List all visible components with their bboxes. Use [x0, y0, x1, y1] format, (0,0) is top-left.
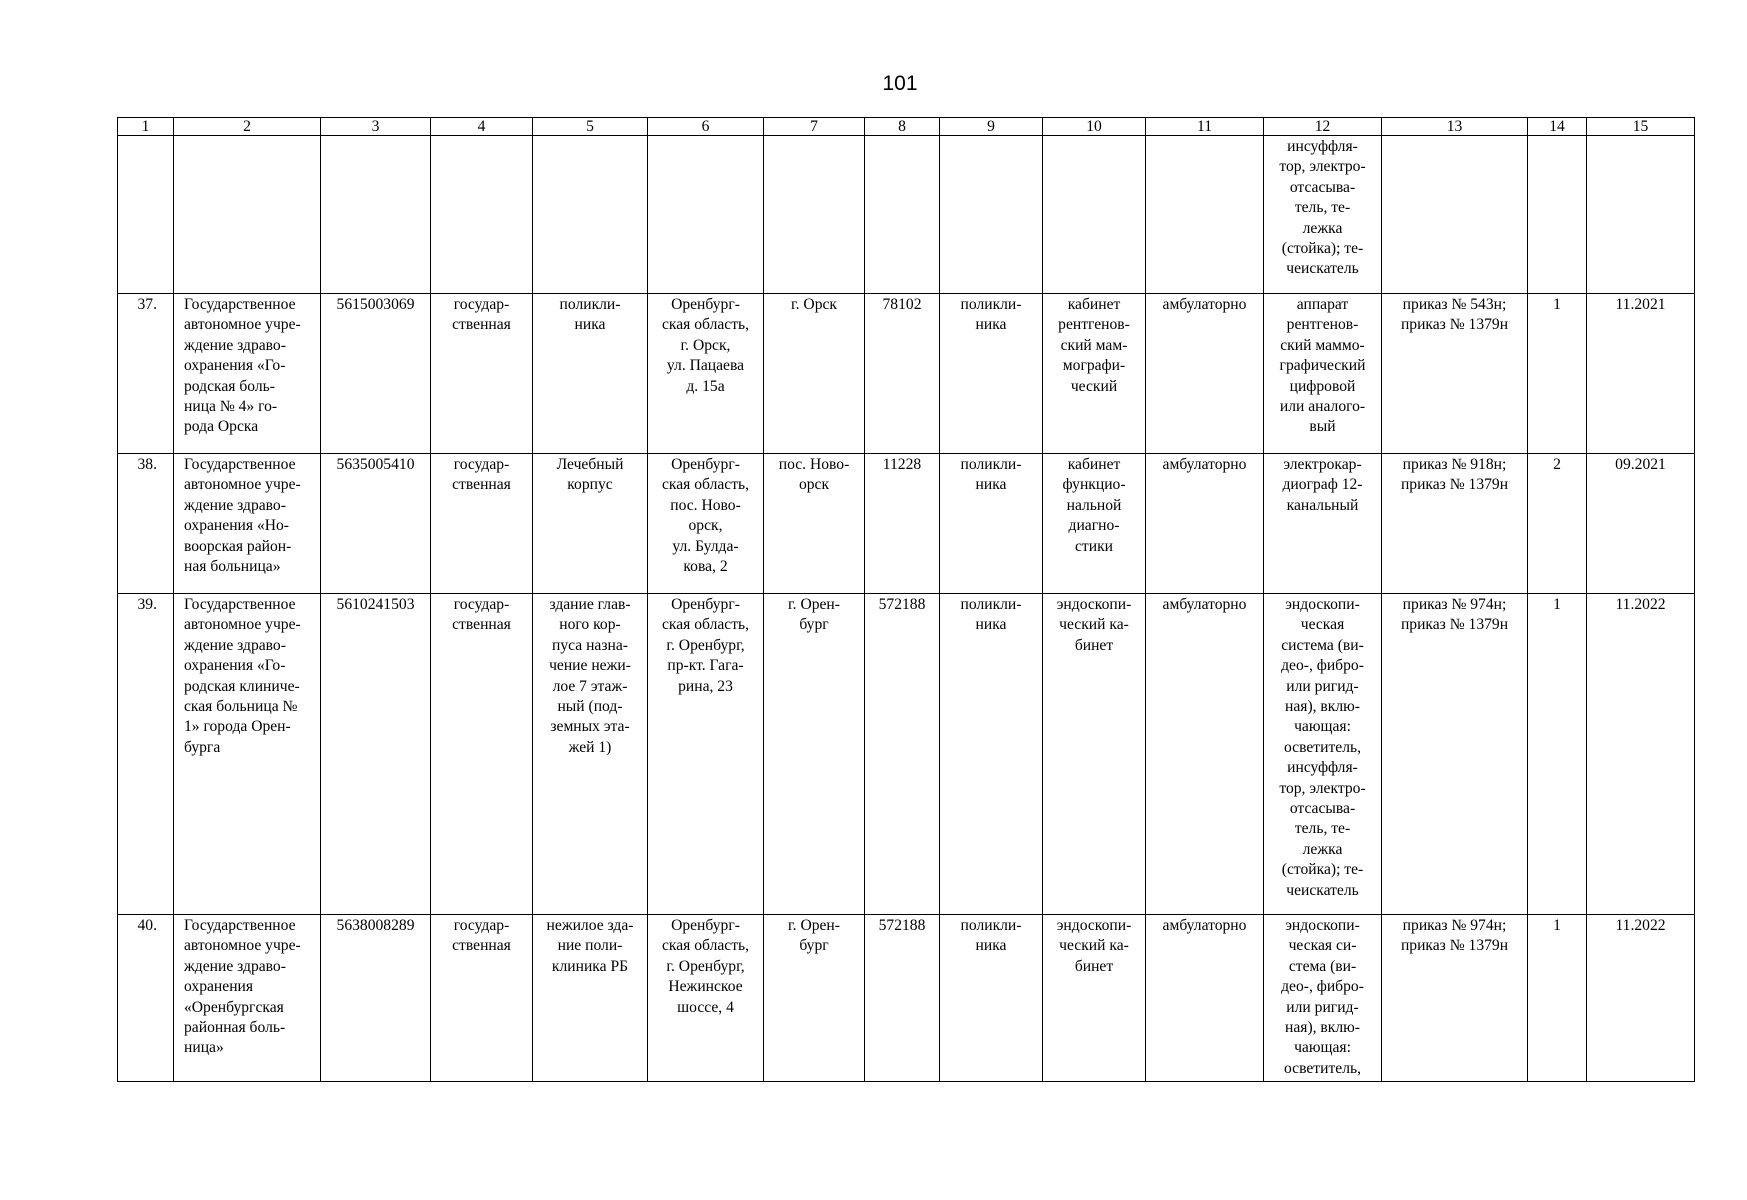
- text-line: рентгенов-: [1286, 316, 1359, 334]
- table-row: [118, 594, 1695, 915]
- text-line: ская область,: [661, 937, 750, 955]
- inn-cell: 5638008289: [321, 915, 431, 1082]
- conditions-cell: амбулаторно: [1146, 454, 1264, 594]
- text-line: ника: [975, 616, 1007, 634]
- empty-cell: [174, 136, 321, 294]
- row-number-cell: 39.: [118, 594, 174, 915]
- room-cell: [1043, 294, 1146, 454]
- building-cell: [533, 294, 648, 454]
- column-number: 15: [1587, 118, 1695, 136]
- text-line: ул. Булда-: [672, 537, 739, 555]
- column-number: 2: [174, 118, 321, 136]
- text-line: ческий ка-: [1059, 937, 1129, 955]
- text-line: чение нежи-: [549, 657, 631, 675]
- quantity-cell: 2: [1528, 454, 1587, 594]
- orders-cell: [1382, 454, 1528, 594]
- text-line: осветитель,: [1284, 738, 1361, 756]
- text-line: кова, 2: [683, 558, 728, 576]
- address-cell: [648, 594, 764, 915]
- text-line: ский мам-: [1060, 336, 1128, 354]
- text-line: тель, те-: [1294, 820, 1351, 838]
- table-row: [118, 294, 1695, 454]
- text-line: или аналого-: [1279, 398, 1366, 416]
- text-line: автономное учре-: [184, 937, 301, 955]
- organization-cell: [174, 915, 321, 1082]
- text-line: ческий: [1070, 377, 1118, 395]
- text-line: тор, электро-: [1279, 779, 1366, 797]
- division-cell: [940, 454, 1043, 594]
- text-line: приказ № 1379н: [1400, 937, 1509, 955]
- text-line: приказ № 1379н: [1400, 476, 1509, 494]
- empty-cell: [1528, 136, 1587, 294]
- text-line: ная больница»: [184, 558, 281, 576]
- quantity-cell: 1: [1528, 915, 1587, 1082]
- quantity-cell: 1: [1528, 294, 1587, 454]
- text-line: ственная: [452, 316, 511, 334]
- text-line: ждение здраво-: [184, 957, 286, 975]
- text-line: (стойка); те-: [1281, 861, 1364, 879]
- text-line: г. Орск: [791, 296, 837, 313]
- conditions-cell: амбулаторно: [1146, 915, 1264, 1082]
- text-line: чающая:: [1294, 1039, 1351, 1057]
- text-line: эндоскопи-: [1285, 917, 1360, 934]
- text-line: диагно-: [1068, 517, 1120, 535]
- equipment-cell: [1264, 915, 1382, 1082]
- locality-cell: [764, 594, 865, 915]
- text-line: ская область,: [661, 476, 750, 494]
- text-line: Оренбург-: [671, 456, 740, 473]
- text-line: Государственное: [184, 456, 296, 473]
- text-line: приказ № 974н;: [1402, 917, 1507, 934]
- text-line: део-, фибро-: [1281, 978, 1364, 996]
- equipment-cell: [1264, 594, 1382, 915]
- text-line: орск,: [688, 517, 723, 535]
- text-line: корпус: [567, 476, 613, 494]
- text-line: автономное учре-: [184, 476, 301, 494]
- empty-cell: [1382, 136, 1528, 294]
- code-cell: 572188: [865, 594, 940, 915]
- column-number-row: [118, 118, 1695, 136]
- page-number: 101: [882, 72, 918, 95]
- locality-cell: [764, 915, 865, 1082]
- address-cell: [648, 454, 764, 594]
- ownership-cell: [431, 454, 533, 594]
- orders-cell: [1382, 594, 1528, 915]
- text-line: г. Оренбург,: [666, 957, 745, 975]
- column-number: 13: [1382, 118, 1528, 136]
- ownership-cell: [431, 294, 533, 454]
- text-line: пр-кт. Гага-: [667, 657, 744, 675]
- code-cell: 11228: [865, 454, 940, 594]
- date-cell: 11.2022: [1587, 915, 1695, 1082]
- text-line: ская область,: [661, 316, 750, 334]
- text-line: Государственное: [184, 596, 296, 613]
- text-line: део-, фибро-: [1281, 657, 1364, 675]
- division-cell: [940, 294, 1043, 454]
- text-line: рода Орска: [184, 418, 259, 436]
- equipment-cell: [1264, 136, 1382, 294]
- organization-cell: [174, 594, 321, 915]
- column-number: 10: [1043, 118, 1146, 136]
- text-line: родская клиниче-: [184, 677, 300, 695]
- column-number: 1: [118, 118, 174, 136]
- text-line: лежка: [1302, 219, 1343, 237]
- locality-cell: [764, 294, 865, 454]
- text-line: автономное учре-: [184, 316, 301, 334]
- locality-cell: [764, 454, 865, 594]
- text-line: «Оренбургская: [184, 998, 284, 1016]
- building-cell: [533, 594, 648, 915]
- text-line: бурга: [184, 738, 221, 756]
- text-line: стема (ви-: [1288, 957, 1357, 975]
- text-line: Оренбург-: [671, 596, 740, 613]
- ownership-cell: [431, 915, 533, 1082]
- text-line: ника: [975, 937, 1007, 955]
- row-number-cell: 38.: [118, 454, 174, 594]
- text-line: ника: [975, 476, 1007, 494]
- empty-cell: [1146, 136, 1264, 294]
- text-line: рина, 23: [678, 677, 733, 695]
- text-line: поликли-: [960, 596, 1022, 613]
- column-number: 9: [940, 118, 1043, 136]
- text-line: мографи-: [1062, 357, 1126, 375]
- text-line: ческая: [1300, 616, 1345, 634]
- orders-cell: [1382, 915, 1528, 1082]
- text-line: тор, электро-: [1279, 158, 1366, 176]
- text-line: ждение здраво-: [184, 496, 286, 514]
- column-number: 11: [1146, 118, 1264, 136]
- text-line: приказ № 1379н: [1400, 616, 1509, 634]
- text-line: ного кор-: [559, 616, 621, 634]
- text-line: ждение здраво-: [184, 636, 286, 654]
- text-line: эндоскопи-: [1285, 596, 1360, 613]
- text-line: цифровой: [1289, 377, 1356, 395]
- text-line: автономное учре-: [184, 616, 301, 634]
- text-line: система (ви-: [1281, 636, 1364, 654]
- text-line: Нежинское: [668, 978, 743, 996]
- column-number: 12: [1264, 118, 1382, 136]
- text-line: охранения: [184, 978, 254, 996]
- text-line: или ригид-: [1286, 677, 1359, 695]
- text-line: жей 1): [568, 738, 612, 756]
- column-number: 14: [1528, 118, 1587, 136]
- column-number: 5: [533, 118, 648, 136]
- text-line: 1» города Орен-: [184, 718, 291, 736]
- column-number: 7: [764, 118, 865, 136]
- text-line: инсуффля-: [1287, 759, 1358, 777]
- empty-cell: [118, 136, 174, 294]
- text-line: эндоскопи-: [1056, 596, 1132, 613]
- register-table: [117, 117, 1695, 1082]
- conditions-cell: амбулаторно: [1146, 294, 1264, 454]
- text-line: Оренбург-: [671, 296, 740, 313]
- inn-cell: 5635005410: [321, 454, 431, 594]
- text-line: ский маммо-: [1280, 336, 1365, 354]
- text-line: ская больница №: [184, 698, 298, 716]
- text-line: Государственное: [184, 917, 296, 934]
- text-line: поликли-: [960, 296, 1022, 313]
- equipment-cell: [1264, 294, 1382, 454]
- room-cell: [1043, 915, 1146, 1082]
- text-line: нежилое зда-: [546, 917, 634, 934]
- text-line: ственная: [452, 616, 511, 634]
- text-line: рентгенов-: [1058, 316, 1130, 334]
- division-cell: [940, 594, 1043, 915]
- text-line: шоссе, 4: [677, 998, 734, 1016]
- text-line: нальной: [1066, 496, 1122, 514]
- building-cell: [533, 454, 648, 594]
- text-line: пос. Ново-: [778, 456, 850, 473]
- room-cell: [1043, 594, 1146, 915]
- text-line: Лечебный: [556, 456, 624, 473]
- text-line: лое 7 этаж-: [552, 677, 628, 695]
- text-line: чающая:: [1294, 718, 1351, 736]
- text-line: государ-: [453, 596, 510, 613]
- text-line: охранения «Но-: [184, 517, 289, 535]
- text-line: инсуффля-: [1287, 138, 1358, 155]
- empty-cell: [1043, 136, 1146, 294]
- text-line: земных эта-: [550, 718, 630, 736]
- text-line: или ригид-: [1286, 998, 1359, 1016]
- table-row: [118, 454, 1695, 594]
- text-line: поликли-: [559, 296, 621, 313]
- organization-cell: [174, 294, 321, 454]
- text-line: г. Орск,: [680, 336, 731, 354]
- text-line: ника: [574, 316, 606, 334]
- text-line: отсасыва-: [1289, 800, 1356, 818]
- text-line: поликли-: [960, 456, 1022, 473]
- inn-cell: 5615003069: [321, 294, 431, 454]
- text-line: (стойка); те-: [1281, 240, 1364, 258]
- column-number: 8: [865, 118, 940, 136]
- building-cell: [533, 915, 648, 1082]
- text-line: государ-: [453, 917, 510, 934]
- code-cell: 78102: [865, 294, 940, 454]
- text-line: государ-: [453, 296, 510, 313]
- text-line: аппарат: [1296, 296, 1349, 313]
- text-line: пос. Ново-: [670, 496, 741, 514]
- text-line: ждение здраво-: [184, 336, 286, 354]
- text-line: кабинет: [1067, 296, 1121, 313]
- text-line: тель, те-: [1294, 199, 1351, 217]
- date-cell: 09.2021: [1587, 454, 1695, 594]
- text-line: г. Оренбург,: [666, 636, 745, 654]
- empty-cell: [764, 136, 865, 294]
- text-line: орск: [798, 476, 830, 494]
- text-line: графический: [1279, 357, 1366, 375]
- text-line: ческий ка-: [1059, 616, 1129, 634]
- text-line: Государственное: [184, 296, 296, 313]
- text-line: охранения «Го-: [184, 657, 286, 675]
- orders-cell: [1382, 294, 1528, 454]
- text-line: чеискатель: [1286, 881, 1359, 899]
- quantity-cell: 1: [1528, 594, 1587, 915]
- text-line: Оренбург-: [671, 917, 740, 934]
- text-line: чеискатель: [1286, 260, 1359, 278]
- text-line: охранения «Го-: [184, 357, 286, 375]
- row-number-cell: 37.: [118, 294, 174, 454]
- text-line: приказ № 974н;: [1402, 596, 1507, 613]
- text-line: родская боль-: [184, 377, 275, 395]
- room-cell: [1043, 454, 1146, 594]
- text-line: ника: [975, 316, 1007, 334]
- text-line: приказ № 543н;: [1402, 296, 1507, 313]
- text-line: поликли-: [960, 917, 1022, 934]
- column-number: 3: [321, 118, 431, 136]
- text-line: эндоскопи-: [1056, 917, 1132, 934]
- text-line: клиника РБ: [551, 957, 629, 975]
- empty-cell: [533, 136, 648, 294]
- text-line: ская область,: [661, 616, 750, 634]
- empty-cell: [865, 136, 940, 294]
- text-line: воорская район-: [184, 537, 292, 555]
- text-line: осветитель,: [1284, 1059, 1361, 1077]
- conditions-cell: амбулаторно: [1146, 594, 1264, 915]
- text-line: бург: [799, 616, 829, 634]
- empty-cell: [648, 136, 764, 294]
- text-line: приказ № 918н;: [1402, 456, 1507, 473]
- division-cell: [940, 915, 1043, 1082]
- ownership-cell: [431, 594, 533, 915]
- column-number: 4: [431, 118, 533, 136]
- text-line: электрокар-: [1283, 456, 1362, 473]
- text-line: д. 15а: [686, 377, 725, 395]
- empty-cell: [1587, 136, 1695, 294]
- text-line: государ-: [453, 456, 510, 473]
- text-line: г. Орен-: [788, 596, 840, 613]
- text-line: ние поли-: [557, 937, 623, 955]
- text-line: здание глав-: [549, 596, 631, 613]
- text-line: ница № 4» го-: [184, 398, 278, 416]
- date-cell: 11.2021: [1587, 294, 1695, 454]
- text-line: пуса назна-: [552, 636, 628, 654]
- date-cell: 11.2022: [1587, 594, 1695, 915]
- text-line: г. Орен-: [788, 917, 840, 934]
- text-line: лежка: [1302, 840, 1343, 858]
- text-line: районная боль-: [184, 1019, 286, 1037]
- text-line: бинет: [1074, 636, 1114, 654]
- empty-cell: [940, 136, 1043, 294]
- empty-cell: [321, 136, 431, 294]
- text-line: диограф 12-: [1282, 476, 1363, 494]
- code-cell: 572188: [865, 915, 940, 1082]
- address-cell: [648, 294, 764, 454]
- organization-cell: [174, 454, 321, 594]
- text-line: ный (под-: [557, 698, 623, 716]
- empty-cell: [431, 136, 533, 294]
- continuation-row: [118, 136, 1695, 294]
- table-row: [118, 915, 1695, 1082]
- text-line: ственная: [452, 937, 511, 955]
- inn-cell: 5610241503: [321, 594, 431, 915]
- text-line: бинет: [1074, 957, 1114, 975]
- text-line: ная), вклю-: [1285, 1019, 1360, 1037]
- text-line: приказ № 1379н: [1400, 316, 1509, 334]
- column-number: 6: [648, 118, 764, 136]
- row-number-cell: 40.: [118, 915, 174, 1082]
- text-line: ул. Пацаева: [666, 357, 745, 375]
- text-line: вый: [1309, 418, 1336, 436]
- equipment-cell: [1264, 454, 1382, 594]
- text-line: отсасыва-: [1289, 178, 1356, 196]
- text-line: ческая си-: [1288, 937, 1357, 955]
- text-line: функцио-: [1062, 476, 1126, 494]
- text-line: ная), вклю-: [1285, 698, 1360, 716]
- text-line: бург: [799, 937, 829, 955]
- address-cell: [648, 915, 764, 1082]
- text-line: канальный: [1286, 496, 1359, 514]
- text-line: ница»: [184, 1039, 224, 1057]
- text-line: кабинет: [1067, 456, 1121, 473]
- text-line: ственная: [452, 476, 511, 494]
- text-line: стики: [1074, 537, 1113, 555]
